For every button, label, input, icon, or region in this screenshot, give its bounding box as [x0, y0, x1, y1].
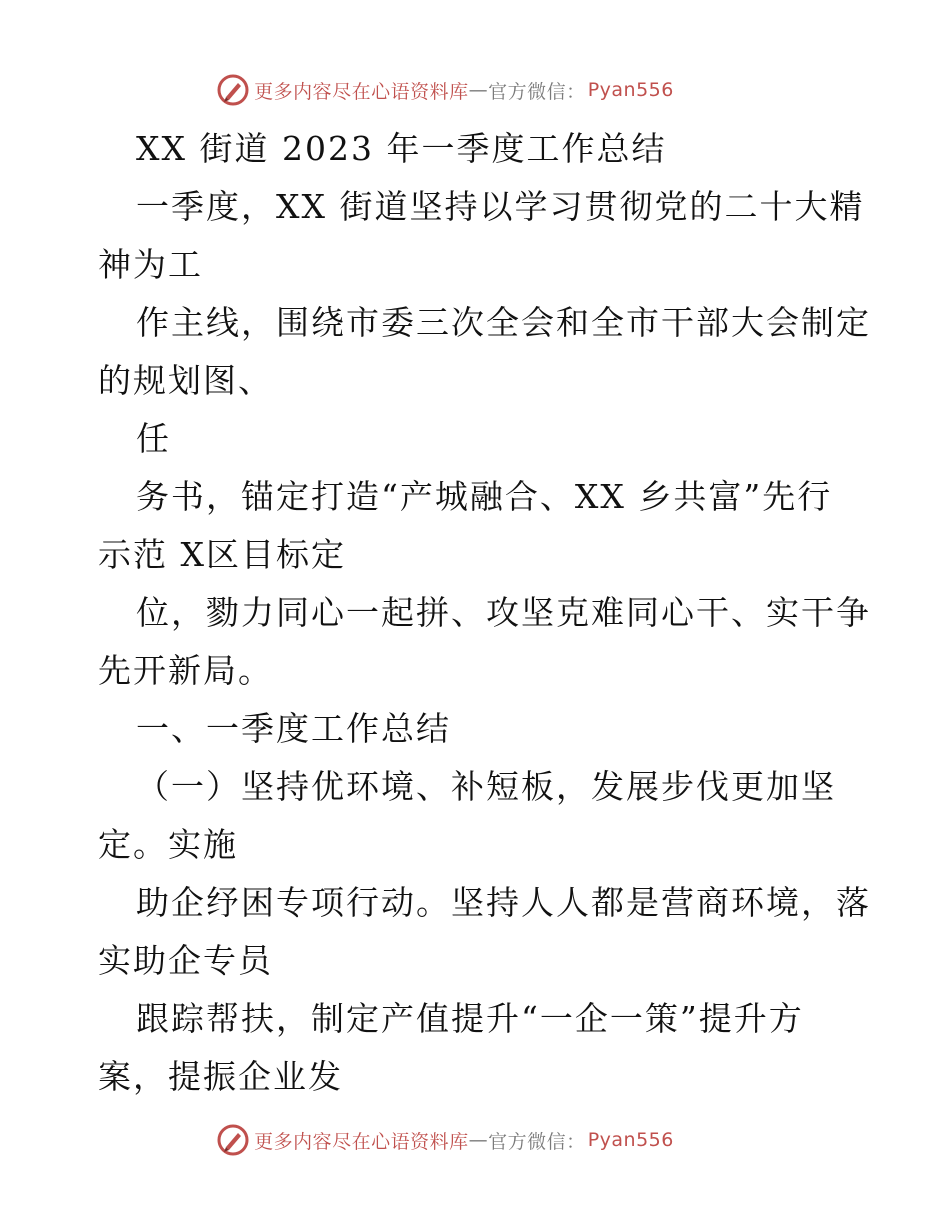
watermark-text: 更多内容尽在心语资料库: [254, 1130, 469, 1153]
document-body: [98, 120, 878, 1106]
paragraph-line: 案，提振企业发: [98, 1057, 343, 1096]
paragraph-line: 助企纾困专项行动。坚持人人都是营商环境，落: [136, 883, 871, 922]
pen-logo-icon: [216, 1123, 250, 1157]
paragraph-line: 任: [136, 419, 171, 458]
watermark-wechat-id: Pyan556: [587, 79, 674, 101]
watermark-wechat-id: Pyan556: [587, 1129, 674, 1151]
header-watermark: [0, 70, 950, 110]
paragraph-line: 实助企专员: [98, 941, 273, 980]
paragraph-line: 跟踪帮扶，制定产值提升“一企一策”提升方: [136, 999, 804, 1038]
paragraph-line: 一季度，XX 街道坚持以学习贯彻党的二十大精: [136, 187, 865, 226]
paragraph-line: 示范 X区目标定: [98, 535, 346, 574]
watermark-separator: —: [468, 1129, 489, 1151]
paragraph-line: 务书，锚定打造“产城融合、XX 乡共富”先行: [136, 477, 833, 516]
watermark-wechat-label: 官方微信：: [488, 1130, 586, 1153]
paragraph-line: 神为工: [98, 245, 203, 284]
pen-logo-icon: [216, 73, 250, 107]
document-title: XX 街道 2023 年一季度工作总结: [136, 129, 667, 168]
watermark-text: 更多内容尽在心语资料库: [254, 80, 469, 103]
paragraph-line: 先开新局。: [98, 651, 273, 690]
section-heading: 一、一季度工作总结: [136, 709, 451, 748]
watermark-wechat-label: 官方微信：: [488, 80, 586, 103]
subsection-heading: （一）坚持优环境、补短板，发展步伐更加坚: [136, 767, 836, 806]
paragraph-line: 定。实施: [98, 825, 238, 864]
paragraph-line: 的规划图、: [98, 361, 273, 400]
footer-watermark: [0, 1120, 950, 1160]
paragraph-line: 作主线，围绕市委三次全会和全市干部大会制定: [136, 303, 871, 342]
watermark-separator: —: [468, 79, 489, 101]
paragraph-line: 位，勠力同心一起拼、攻坚克难同心干、实干争: [136, 593, 871, 632]
